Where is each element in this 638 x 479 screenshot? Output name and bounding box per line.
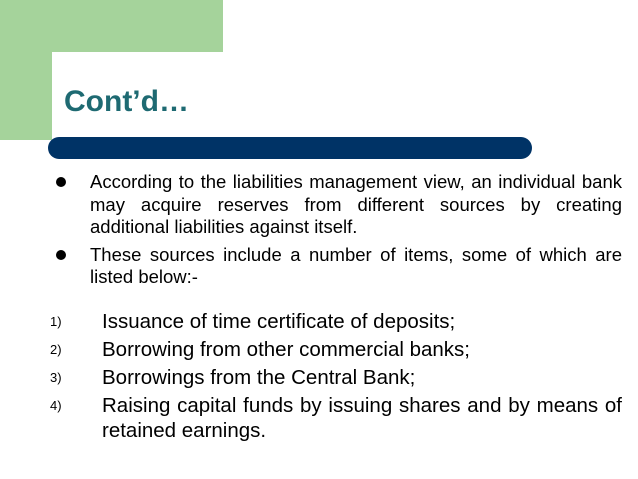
item-number: 1) [50,314,62,329]
item-text: Raising capital funds by issuing shares and by means of retained earnings. [102,394,622,442]
item-text: Borrowing from other commercial banks; [102,338,470,361]
numbered-item [50,337,622,362]
item-text: Issuance of time certificate of deposits; [102,310,456,333]
bullet-dot-icon [56,250,66,260]
numbered-item [50,393,622,443]
bullet-text: These sources include a number of items, some of which are listed below:- [90,243,622,287]
bullet-item [56,171,622,239]
bullet-item [56,244,622,289]
numbered-item [50,309,622,334]
item-number: 3) [50,370,62,385]
numbered-item [50,365,622,390]
bullet-list [56,171,622,294]
bullet-text: According to the liabilities management view, an individual bank may acquire reserves from different sources by creating additional liabilities against itself. [90,171,622,237]
item-number: 4) [50,398,62,413]
numbered-list [50,309,622,446]
item-number: 2) [50,342,62,357]
slide-title: Cont’d… [64,85,189,118]
title-underline-bar [48,137,532,159]
item-text: Borrowings from the Central Bank; [102,366,416,389]
bullet-dot-icon [56,177,66,187]
